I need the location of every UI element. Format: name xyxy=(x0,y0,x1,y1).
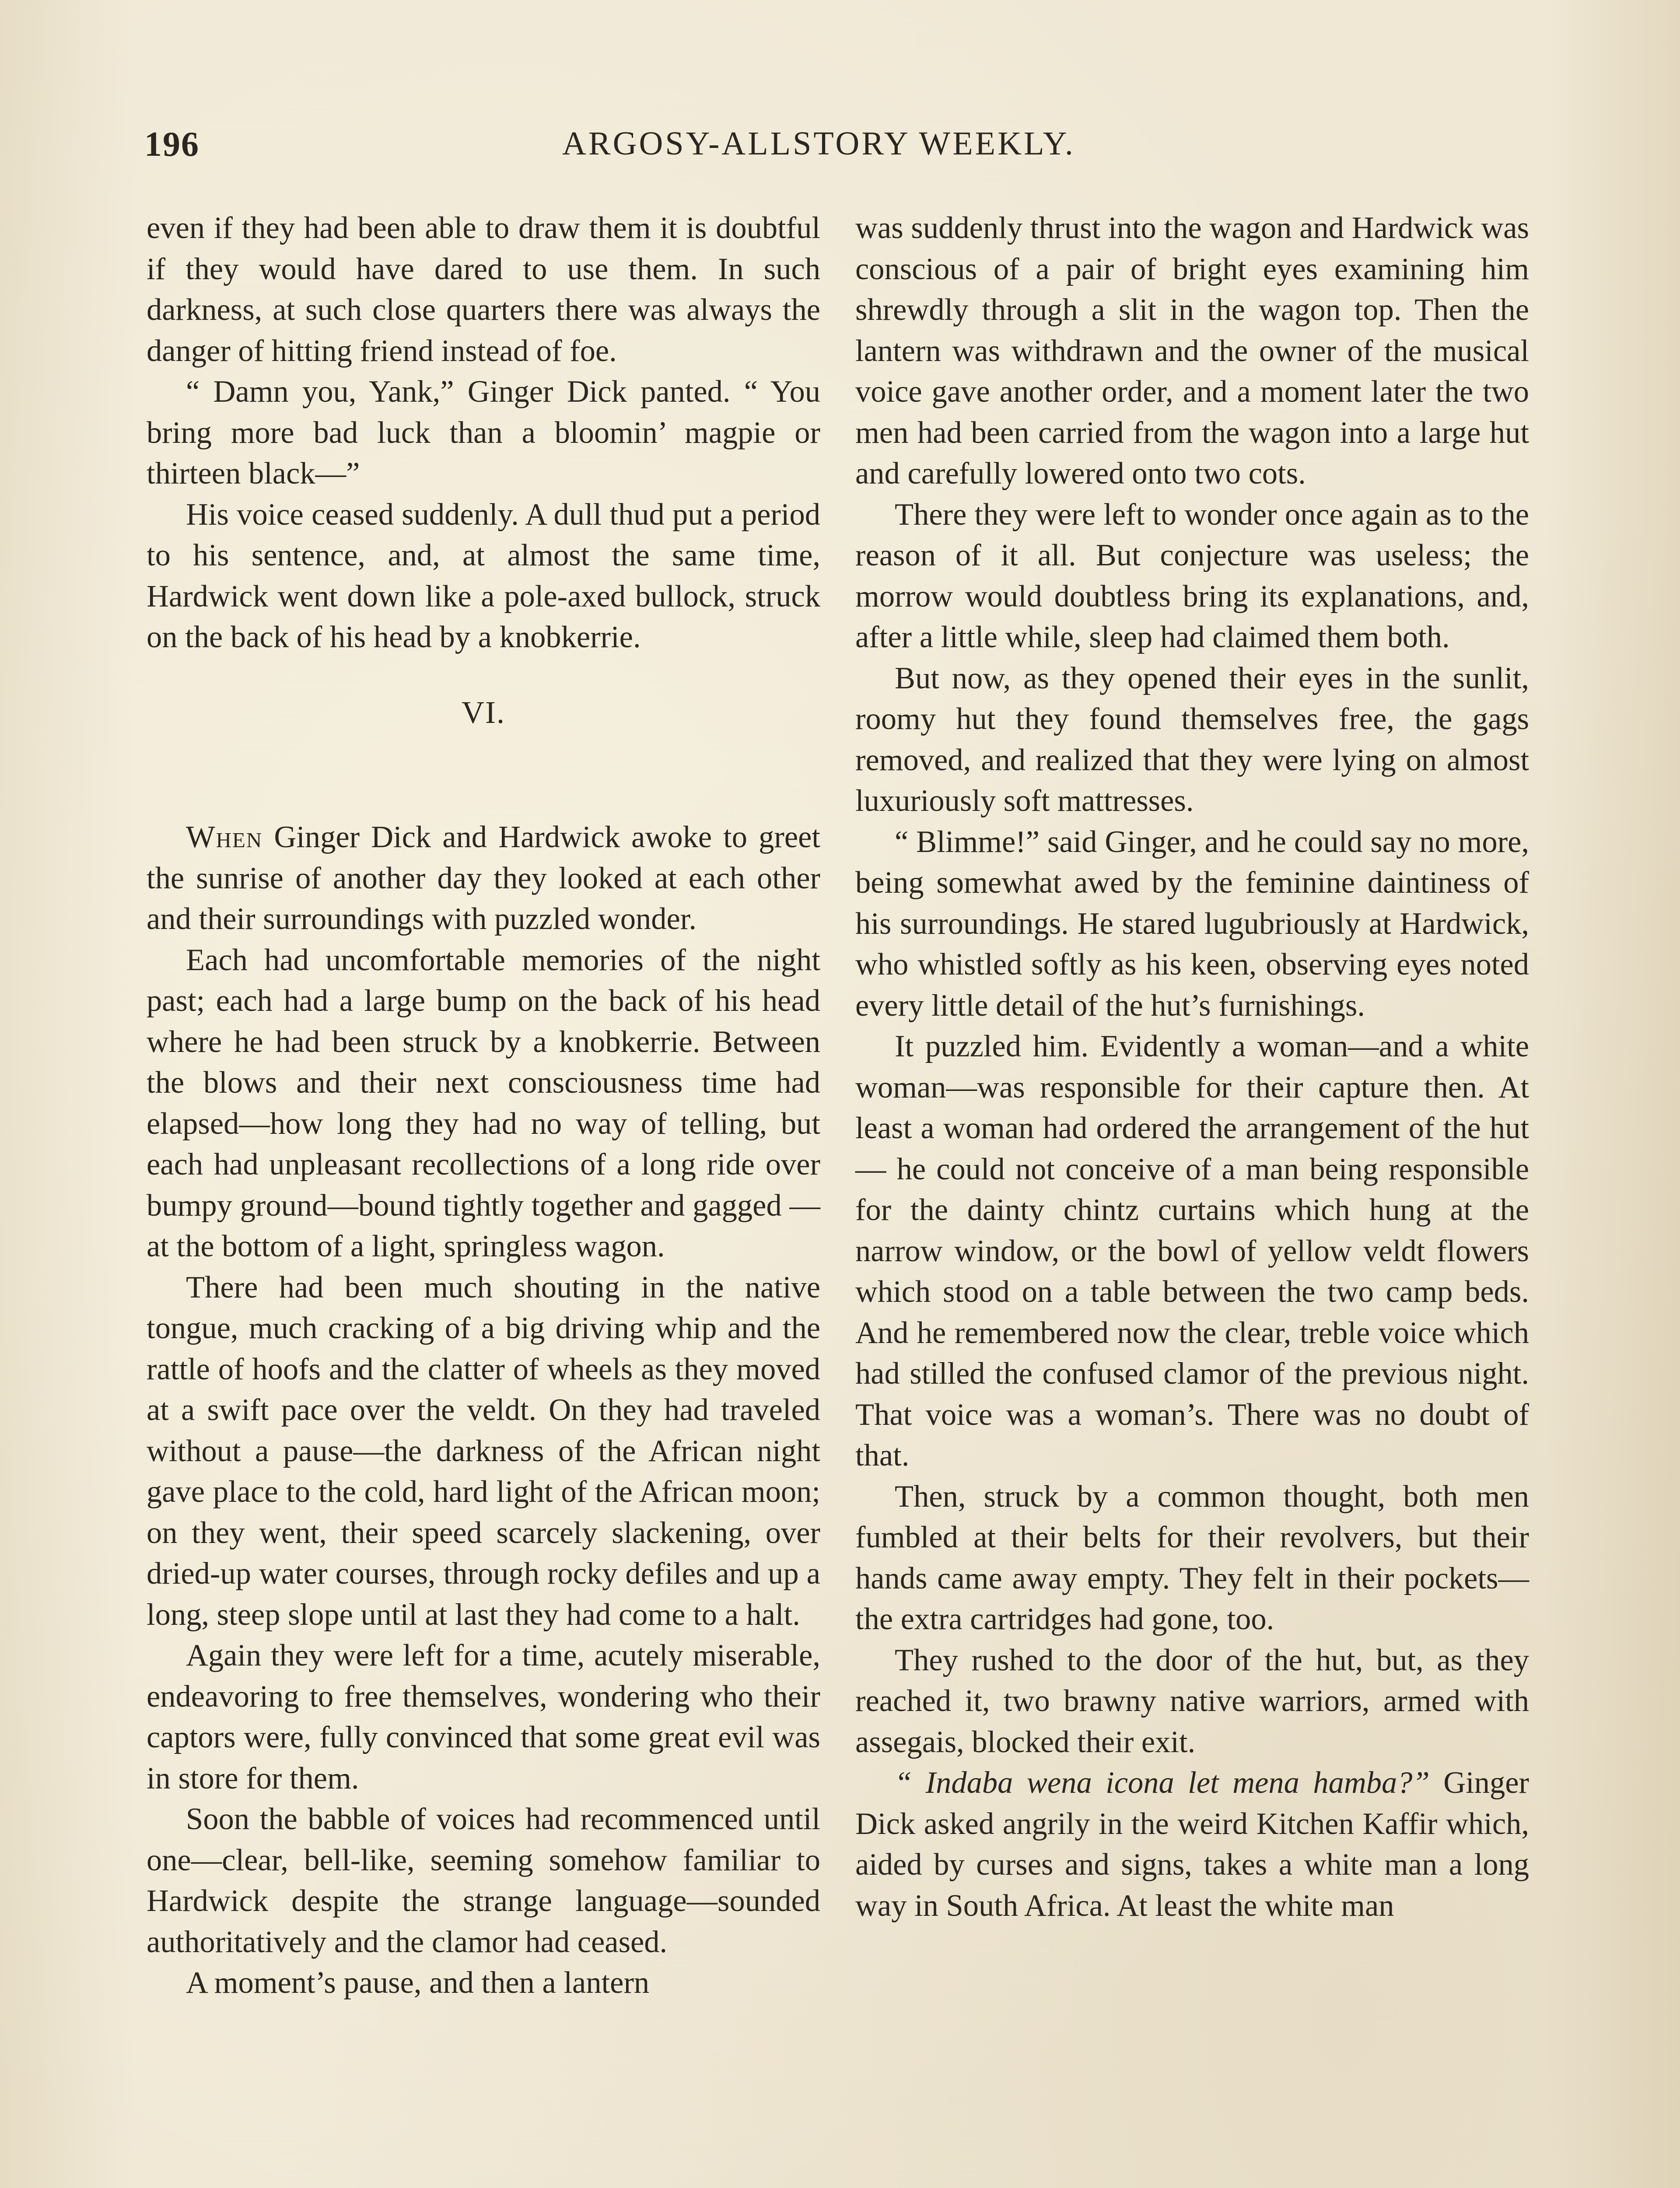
paragraph xyxy=(147,817,820,940)
italic-quote: “ Indaba wena icona let mena hamba?” xyxy=(895,1766,1430,1800)
paragraph: There had been much shouting in the native tongue, much cracking of a big driving whip and the rattle of hoofs and the clatter of wheels as they moved at a swift pace over the veldt. On they had traveled without a pause—the darkness of the African night gave place to the cold, hard light of the African moon; on they went, their speed scarcely slackening, over dried-up water courses, through rocky defiles and up a long, steep slope until at last they had come to a halt. xyxy=(147,1270,820,1632)
paragraph: was suddenly thrust into the wagon and Hardwick was conscious of a pair of bright eyes examining him shrewdly through a slit in the wagon top. Then the lantern was withdrawn and the owner of the musical voice gave another order, and a moment later the two men had been carried from the wagon into a large hut and carefully lowered onto two cots. xyxy=(855,211,1529,491)
section-heading: VI. xyxy=(462,694,505,730)
paragraph: Then, struck by a common thought, both men fumbled at their belts for their revolvers, but their hands came away empty. They felt in their pockets—the extra cartridges had gone, too. xyxy=(855,1479,1529,1636)
paragraph: Soon the babble of voices had recommenced until one—clear, bell-like, seeming somehow familiar to Hardwick despite the strange language—sounded authoritatively and the clamor had ceased. xyxy=(147,1802,820,1959)
paragraph: “ Damn you, Yank,” Ginger Dick panted. “ You bring more bad luck than a bloomin’ magpie or thirteen black—” xyxy=(147,375,820,491)
paragraph: His voice ceased suddenly. A dull thud put a period to his sentence, and, at almost the same time, Hardwick went down like a pole-axed bullock, struck on the back of his head by a knobkerrie. xyxy=(147,497,820,654)
paragraph-text: Ginger Dick asked angrily in the weird Kitchen Kaffir which, aided by curses and signs, takes a white man a long way in South Africa. At least the white man xyxy=(855,1766,1529,1923)
paragraph: They rushed to the door of the hut, but, as they reached it, two brawny native warriors, armed with assegais, blocked their exit. xyxy=(855,1643,1529,1759)
paragraph: A moment’s pause, and then a lantern xyxy=(186,1966,650,2000)
page-header xyxy=(144,125,1536,186)
paragraph-text: Ginger Dick and Hardwick awoke to greet the sunrise of another day they looked at each other and their surroundings with puzzled wonder. xyxy=(147,820,820,936)
page-number: 196 xyxy=(144,125,200,164)
lead-word: When xyxy=(186,820,263,854)
running-title: ARGOSY-ALLSTORY WEEKLY. xyxy=(562,125,1075,162)
paragraph: There they were left to wonder once again as to the reason of it all. But conjecture was useless; the morrow would doubtless bring its explanations, and, after a little while, sleep had claimed them both. xyxy=(855,497,1529,654)
paragraph: Again they were left for a time, acutely miserable, endeavoring to free themselves, wondering who their captors were, fully convinced that some great evil was in store for them. xyxy=(147,1638,820,1795)
paragraph xyxy=(855,1763,1529,1926)
left-column xyxy=(147,208,820,2004)
paragraph: But now, as they opened their eyes in the sunlit, roomy hut they found themselves free, the gags removed, and realized that they were lying on almost luxuriously soft mattresses. xyxy=(855,661,1529,818)
paragraph: even if they had been able to draw them it is doubtful if they would have dared to use them. In such darkness, at such close quarters there was always the danger of hitting friend instead of foe. xyxy=(147,211,820,368)
paragraph: It puzzled him. Evidently a woman—and a white woman—was responsible for their capture then. At least a woman had ordered the arrangement of the hut — he could not conceive of a man being responsible for the dainty chintz curtains which hung at the narrow window, or the bowl of yellow veldt flowers which stood on a table between the two camp beds. And he remembered now the clear, treble voice which had stilled the confused clamor of the previous night. That voice was a woman’s. There was no doubt of that. xyxy=(855,1029,1529,1473)
paragraph: “ Blimme!” said Ginger, and he could say no more, being somewhat awed by the feminine daintiness of his surroundings. He stared lugubriously at Hardwick, who whistled softly as his keen, observing eyes noted every little detail of the hut’s furnishings. xyxy=(855,824,1529,1023)
paragraph: Each had uncomfortable memories of the night past; each had a large bump on the back of his head where he had been struck by a knobkerrie. Between the blows and their next consciousness time had elapsed—how long they had no way of telling, but each had unpleasant recollections of a long ride over bumpy ground—bound tightly together and gagged — at the bottom of a light, springless wagon. xyxy=(147,943,820,1263)
right-column xyxy=(855,208,1529,1926)
